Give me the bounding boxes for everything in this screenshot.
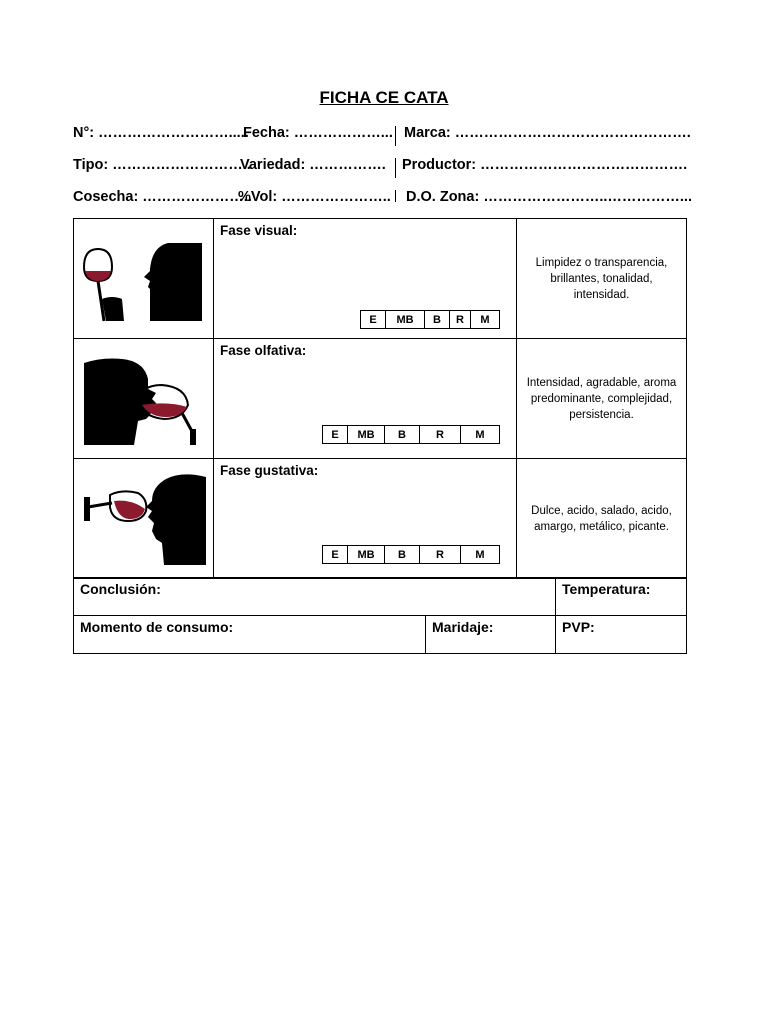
phase-row-olfativa bbox=[74, 339, 687, 459]
maridaje-field[interactable]: Maridaje: bbox=[426, 616, 556, 654]
phase-icon-cell bbox=[74, 219, 214, 339]
phase-content bbox=[214, 339, 517, 459]
rating-option[interactable]: M bbox=[460, 426, 499, 443]
rating-option[interactable]: MB bbox=[347, 546, 384, 563]
phase-icon-cell bbox=[74, 339, 214, 459]
rating-option[interactable]: M bbox=[470, 311, 499, 328]
rating-option[interactable]: M bbox=[460, 546, 499, 563]
variedad-field[interactable]: Variedad: ……………. bbox=[240, 157, 386, 173]
phase-description: Intensidad, agradable, aroma predominante, complejidad, persistencia. bbox=[517, 339, 687, 459]
rating-option[interactable]: E bbox=[331, 548, 339, 561]
phase-content bbox=[214, 219, 517, 339]
fecha-field[interactable]: Fecha: ………………... bbox=[243, 125, 393, 141]
rating-option[interactable]: R bbox=[449, 311, 470, 328]
wine-glass-smell-icon bbox=[82, 349, 206, 449]
summary-table bbox=[73, 577, 687, 654]
phase-description: Limpidez o transparencia, brillantes, tonalidad, intensidad. bbox=[517, 219, 687, 339]
page-title: FICHA CE CATA bbox=[319, 88, 449, 107]
cosecha-field[interactable]: Cosecha: ………………….. bbox=[73, 189, 252, 205]
phase-icon-cell bbox=[74, 459, 214, 579]
header-divider bbox=[395, 158, 396, 178]
rating-option[interactable]: MB bbox=[347, 426, 384, 443]
rating-option[interactable]: MB bbox=[385, 311, 424, 328]
rating-scale bbox=[360, 310, 500, 329]
phase-row-visual bbox=[74, 219, 687, 339]
momento-consumo-field[interactable]: Momento de consumo: bbox=[74, 616, 426, 654]
header-divider bbox=[395, 126, 396, 146]
conclusion-field[interactable]: Conclusión: bbox=[74, 578, 556, 616]
rating-option[interactable]: E bbox=[331, 428, 339, 441]
phase-label: Fase visual: bbox=[220, 223, 298, 238]
phase-description: Dulce, acido, salado, acido, amargo, metálico, picante. bbox=[517, 459, 687, 579]
tipo-field[interactable]: Tipo: ……………………….. bbox=[73, 157, 251, 173]
phase-row-gustativa bbox=[74, 459, 687, 579]
rating-option[interactable]: B bbox=[424, 311, 449, 328]
rating-option[interactable]: B bbox=[384, 426, 419, 443]
rating-option[interactable]: B bbox=[384, 546, 419, 563]
header-divider bbox=[395, 190, 396, 202]
rating-option[interactable]: R bbox=[419, 546, 460, 563]
productor-field[interactable]: Productor: ……………………………………. bbox=[402, 157, 688, 173]
rating-scale bbox=[322, 425, 500, 444]
zona-field[interactable]: D.O. Zona: ……………………..……………... bbox=[406, 189, 692, 205]
phase-label: Fase gustativa: bbox=[220, 463, 319, 478]
temperatura-field[interactable]: Temperatura: bbox=[556, 578, 687, 616]
pvp-field[interactable]: PVP: bbox=[556, 616, 687, 654]
phase-content bbox=[214, 459, 517, 579]
rating-option[interactable]: E bbox=[369, 313, 377, 326]
rating-scale bbox=[322, 545, 500, 564]
wine-glass-visual-icon bbox=[82, 229, 206, 329]
phase-label: Fase olfativa: bbox=[220, 343, 307, 358]
marca-field[interactable]: Marca: …………………………………………. bbox=[404, 125, 691, 141]
wine-glass-taste-icon bbox=[82, 469, 206, 569]
tasting-table bbox=[73, 218, 687, 579]
rating-option[interactable]: R bbox=[419, 426, 460, 443]
numero-field[interactable]: N°: ………………………..... bbox=[73, 125, 249, 141]
vol-field[interactable]: %Vol: ………………….. bbox=[238, 189, 391, 205]
